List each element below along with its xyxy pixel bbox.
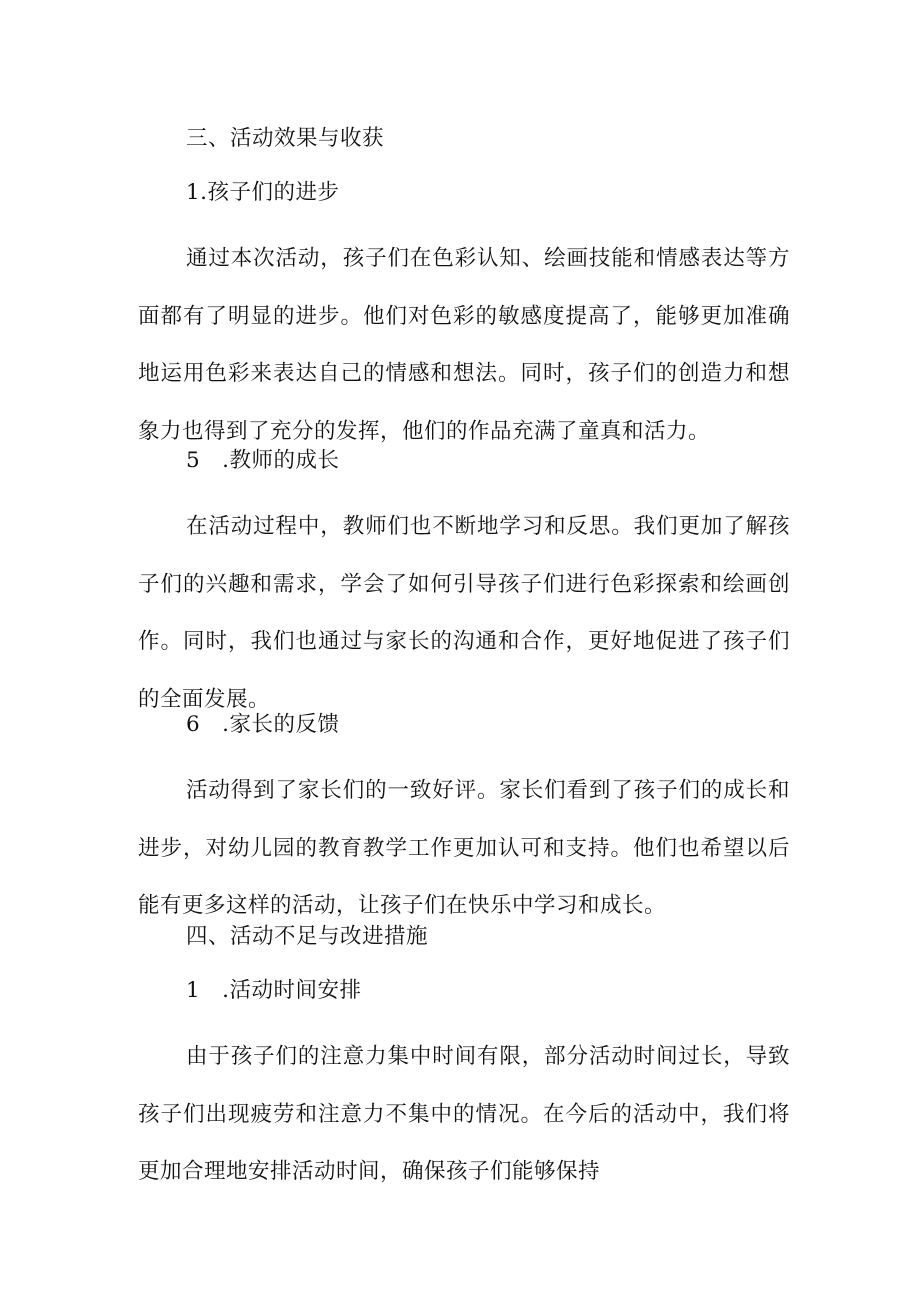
section-3-heading: 三、活动效果与收获 [186,126,385,151]
item-5-paragraph: 在活动过程中，教师们也不断地学习和反思。我们更加了解孩子们的兴趣和需求，学会了如何引导孩子们进行色彩探索和绘画创作。同时，我们也通过与家长的沟通和合作，更好地促进了孩子们的全面发展。 [138,514,790,713]
item-1-paragraph: 通过本次活动，孩子们在色彩认知、绘画技能和情感表达等方面都有了明显的进步。他们对色彩的敏感度提高了，能够更加准确地运用色彩来表达自己的情感和想法。同时，孩子们的创造力和想象力也得到了充分的发挥，他们的作品充满了童真和活力。 [138,246,790,445]
item-6-paragraph: 活动得到了家长们的一致好评。家长们看到了孩子们的成长和进步，对幼儿园的教育教学工作更加认可和支持。他们也希望以后能有更多这样的活动，让孩子们在快乐中学习和成长。 [138,778,790,919]
item-1b-paragraph: 由于孩子们的注意力集中时间有限，部分活动时间过长，导致孩子们出现疲劳和注意力不集中的情况。在今后的活动中，我们将更加合理地安排活动时间，确保孩子们能够保持 [138,1044,790,1185]
item-6-heading: 6 .家长的反馈 [186,712,340,737]
section-4-heading: 四、活动不足与改进措施 [186,924,429,949]
item-1-heading: 1.孩子们的进步 [186,180,340,205]
item-1b-heading: 1 .活动时间安排 [186,978,362,1003]
item-5-heading: 5 .教师的成长 [186,448,340,473]
